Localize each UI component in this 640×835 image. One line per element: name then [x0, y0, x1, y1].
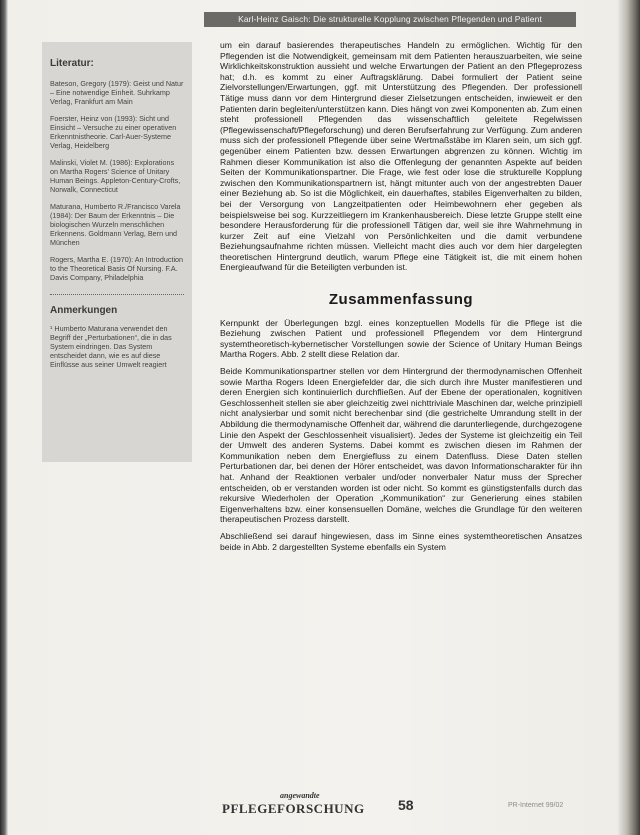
page-number: 58	[398, 797, 414, 813]
logo-subtitle: angewandte	[280, 791, 320, 800]
reference-item: Rogers, Martha E. (1970): An Introduction to the Theoretical Basis Of Nursing. F.A. Davis Company, Philadelphia	[50, 255, 184, 282]
section-title: Zusammenfassung	[328, 291, 474, 309]
reference-item: Maturana, Humberto R./Francisco Varela (1984): Der Baum der Erkenntnis – Die biologischen Wurzeln menschlichen Erkennens. Goldmann Verlag, Bern und München	[50, 202, 181, 247]
sidebar	[42, 42, 192, 462]
literature-heading: Literatur:	[50, 58, 94, 69]
journal-logo	[222, 791, 365, 817]
running-header: Karl-Heinz Gaisch: Die strukturelle Kopplung zwischen Pflegenden und Patient	[204, 12, 576, 27]
body-paragraph: Kernpunkt der Überlegungen bzgl. eines konzeptuellen Modells für die Pflege ist die Beziehung zwischen Patient und professionell Pflegendem vor dem Hintergrund systemtheoretisch-kybernetischer Vorstellungen sowie der Science of Unitary Human Beings Martha Rogers. Abb. 2 stellt diese Relation dar.	[220, 317, 582, 360]
article-body	[220, 40, 582, 552]
body-paragraph: um ein darauf basierendes therapeutisches Handeln zu ermöglichen. Wichtig für den Pflegenden ist die Notwendigkeit, gemeinsam mit dem Patienten herauszuarbeiten, wie seine Wirklichkeitskonstruktion aussieht und welche Erwartungen der Patient an den Pflegeprozess hat; d.h. es kommt zu einer Auftragsklärung. Dabei formuliert der Patient seine Zielvorstellungen/Erwartungen, ggf. mit Unterstützung des Pflegenden. Der professionell Tätige muss dann vor dem Hintergrund dieser Zielsetzungen entscheiden, inwieweit er den Patienten darin begleiten/unterstützen kann. Dies hängt von zwei Komponenten ab. Zum einen steht professionell Pflegenden das wissenschaftlich geleitete Regelwissen (Pflegewissenschaft/Pflegeforschung) und deren Berufserfahrung zur Verfügung. Zum anderen muss sich der professionell Pflegende über seine Wertmaßstäbe im Klaren sein, um sich ggf. gegenüber einem Patienten bzw. dessen Erwartungen abgrenzen zu können. Wichtig im Rahmen dieser Kommunikation ist also die Offenlegung der genannten Aspekte auf beiden Seiten der Kommunikationspartner. Die Frage, wie fest oder lose die strukturelle Kopplung zwischen den Kommunikationspartnern ist, hängt mitunter auch von der angestrebten Dauer einer Beziehung ab. So ist die Möglichkeit, ein dauerhaftes, stabiles Eigenverhalten zu bilden, bei der Versorgung von Langzeitpatienten oder Heimbewohnern eher gegeben als beispielsweise bei sog. Kurzzeitliegern im Krankenhausbereich. Diese letzte Gruppe stellt eine besondere Herausforderung für die professionell Tätigen dar, weil sie ihre Wahrnehmung in kurzer Zeit auf eine Vielzahl von Persönlichkeiten und die damit verbundene Beziehungsaufnahme richten müssen. Vielleicht macht dies auch vor dem hier dargelegten theoretischen Hintergrund deutlich, warum Pflege eine Tätigkeit ist, die mit einem hohen Energieaufwand für die Beteiligten verbunden ist.	[220, 40, 582, 273]
reference-item: Foerster, Heinz von (1993): Sicht und Einsicht – Versuche zu einer operativen Erkenntnistheorie. Carl-Auer-Systeme Verlag, Heidelberg	[50, 114, 177, 150]
reference-item: Bateson, Gregory (1979): Geist und Natur – Eine notwendige Einheit. Suhrkamp Verlag, Frankfurt am Main	[50, 79, 184, 106]
reference-list	[42, 79, 192, 282]
sidebar-divider	[50, 294, 184, 295]
body-paragraph: Abschließend sei darauf hingewiesen, dass im Sinne eines systemtheoretischen Ansatzes beide in Abb. 2 dargestellten Systeme ebenfalls ein System	[220, 530, 582, 552]
scan-edge-right	[618, 0, 640, 835]
reference-item: Malinski, Violet M. (1986): Explorations on Martha Rogers' Science of Unitary Human Beings. Appleton-Century-Crofts, Norwalk, Connecticut	[50, 158, 181, 194]
issue-info: PR-Internet 99/02	[508, 802, 564, 809]
page-footer	[222, 793, 582, 817]
body-paragraph: Beide Kommunikationspartner stellen vor dem Hintergrund der thermodynamischen Offenheit sowie Martha Rogers Ideen Energiefelder dar, die sich durch ihre Muster manifestieren und deren Energien sich kontinuierlich durchfließen. Auf der Ebene der operationalen, kognitiven Geschlossenheit stellen sie aber gleichzeitig zwei nichttriviale Maschinen dar, welche prinzipiell nicht analysierbar und somit nicht berechenbar sind (die gestrichelte Umrandung stellt in der Abbildung die thermodynamische Offenheit dar, während die darunterliegende, durchgezogene Linie den Aspekt der Geschlossenheit visualisiert). Jedes der Systeme ist gleichzeitig ein Teil der Umwelt des anderen Systems. Dabei kommt es zwischen diesen im Rahmen der Kommunikation neben dem Energiefluss zu einem Datenfluss. Diese Daten stellen Perturbationen dar, bei denen der Hörer entscheidet, was davon Informationscharakter für ihn hat. Anhand der Reaktionen verbaler und/oder nonverbaler Natur muss der Sprecher entscheiden, ob er verstanden worden ist oder nicht. So kommt es günstigstenfalls durch das rekursive Wiederholen der Operation „Kommunikation“ zur Generierung eines stabilen Eigenverhaltens bzw. einer konsensuellen Domäne, welches die Grundlage für den weiteren therapeutischen Prozess darstellt.	[220, 366, 582, 525]
footnote: ¹ Humberto Maturana verwendet den Begriff der „Perturbationen“, die in das System eindringen. Das System entscheidet dann, wie es auf diese Einflüsse aus seiner Umwelt reagiert	[50, 324, 172, 369]
scan-edge-left	[0, 0, 8, 835]
logo-title: PFLEGEFORSCHUNG	[222, 801, 365, 816]
notes-heading: Anmerkungen	[50, 305, 118, 316]
